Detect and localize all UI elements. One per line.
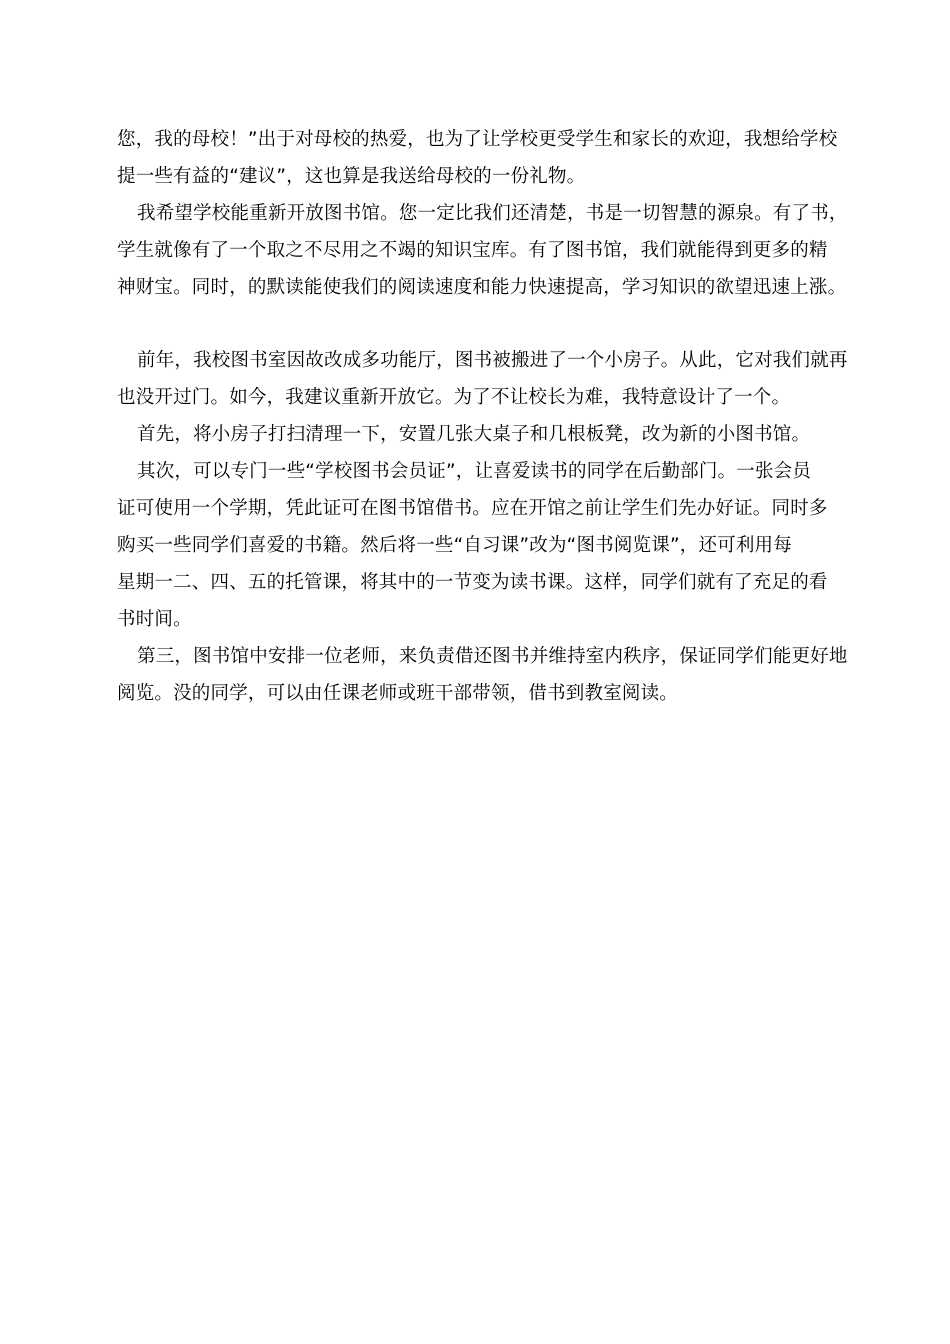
paragraph-line: 购买一些同学们喜爱的书籍。然后将一些“自习课”改为“图书阅览课”，还可利用每: [117, 535, 792, 556]
paragraph-line: 也没开过门。如今，我建议重新开放它。为了不让校长为难，我特意设计了一个。: [117, 387, 791, 408]
paragraph-line: 前年，我校图书室因故改成多功能厅，图书被搬进了一个小房子。从此，它对我们就再: [137, 350, 848, 371]
paragraph-line: 阅览。没的同学，可以由任课老师或班干部带领，借书到教室阅读。: [117, 683, 679, 704]
paragraph-line: 书时间。: [117, 609, 192, 630]
paragraph-5: [117, 453, 852, 638]
paragraph-line: 提一些有益的“建议”，这也算是我送给母校的一份礼物。: [117, 166, 586, 187]
paragraph-line: 首先，将小房子打扫清理一下，安置几张大桌子和几根板凳，改为新的小图书馆。: [137, 424, 811, 445]
paragraph-line: 神财宝。同时，的默读能使我们的阅读速度和能力快速提高，学习知识的欲望迅速上涨。: [117, 277, 847, 298]
paragraph-line: 第三，图书馆中安排一位老师，来负责借还图书并维持室内秩序，保证同学们能更好地: [137, 646, 848, 667]
paragraph-spacer: [117, 306, 852, 342]
paragraph-1: [117, 121, 852, 195]
paragraph-6: [117, 638, 852, 712]
document-body: [117, 121, 852, 712]
paragraph-line: 其次，可以专门一些“学校图书会员证”，让喜爱读书的同学在后勤部门。一张会员: [137, 461, 812, 482]
paragraph-line: 学生就像有了一个取之不尽用之不竭的知识宝库。有了图书馆，我们就能得到更多的精: [117, 240, 828, 261]
paragraph-4: [117, 416, 852, 453]
paragraph-line: 星期一二、四、五的托管课，将其中的一节变为读书课。这样，同学们就有了充足的看: [117, 572, 828, 593]
paragraph-3: [117, 342, 852, 416]
paragraph-2: [117, 195, 852, 306]
paragraph-line: 证可使用一个学期，凭此证可在图书馆借书。应在开馆之前让学生们先办好证。同时多: [117, 498, 828, 519]
paragraph-line: 我希望学校能重新开放图书馆。您一定比我们还清楚，书是一切智慧的源泉。有了书，: [137, 203, 848, 224]
paragraph-line: 您，我的母校！”出于对母校的热爱，也为了让学校更受学生和家长的欢迎，我想给学校: [117, 129, 838, 150]
